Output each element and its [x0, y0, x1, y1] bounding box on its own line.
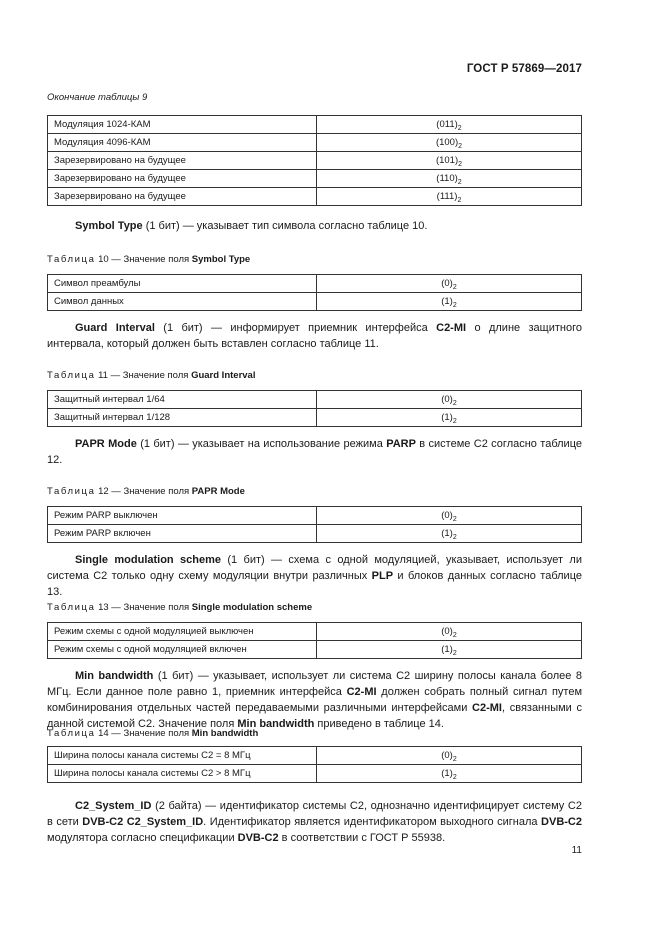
table-12: [47, 506, 582, 543]
table-row: [48, 765, 582, 783]
table-9: [47, 115, 582, 206]
table-10: [47, 274, 582, 311]
table-cell: Режим схемы с одной модуляцией включен: [48, 641, 317, 659]
table-cell: $(101)_2$: [317, 152, 582, 170]
table-cell: Модуляция 4096-КАМ: [48, 134, 317, 152]
table-cell: $(1)_2$: [317, 293, 582, 311]
table-row: [48, 507, 582, 525]
table-row: [48, 293, 582, 311]
table-cell: $(111)_2$: [317, 188, 582, 206]
table-cell: Защитный интервал 1/64: [48, 391, 317, 409]
table-cell: $(100)_2$: [317, 134, 582, 152]
table-cell: $(1)_2$: [317, 525, 582, 543]
table-10-caption: Таблица 10 — Значение поля Symbol Type: [47, 254, 251, 265]
table-cell: Зарезервировано на будущее: [48, 188, 317, 206]
table-row: [48, 525, 582, 543]
table-12-caption: Таблица 12 — Значение поля PAPR Mode: [47, 486, 245, 497]
table-cell: $(0)_2$: [317, 747, 582, 765]
table-14-caption: Таблица 14 — Значение поля Min bandwidth: [47, 728, 259, 739]
document-header: ГОСТ Р 57869—2017: [466, 63, 582, 75]
table-row: [48, 116, 582, 134]
table-cell: Модуляция 1024-КАМ: [48, 116, 317, 134]
table-cell: Режим PARP выключен: [48, 507, 317, 525]
table-cell: Ширина полосы канала системы С2 = 8 МГц: [48, 747, 317, 765]
table-row: [48, 623, 582, 641]
table-cell: $(011)_2$: [317, 116, 582, 134]
paragraph-symbol-type: Symbol Type (1 бит) — указывает тип символа согласно таблице 10.: [75, 220, 428, 232]
table-row: [48, 170, 582, 188]
table-row: [48, 188, 582, 206]
paragraph-guard-interval: Guard Interval (1 бит) — информирует приемник интерфейса C2-MI о длине защитного интервала, который должен быть вставлен согласно таблице 11.: [47, 322, 582, 350]
table-cell: Символ данных: [48, 293, 317, 311]
table-cell: Зарезервировано на будущее: [48, 152, 317, 170]
table-11: [47, 390, 582, 427]
table-cell: $(1)_2$: [317, 765, 582, 783]
paragraph-papr-mode: PAPR Mode (1 бит) — указывает на использование режима PARP в системе С2 согласно таблице 12.: [47, 438, 582, 466]
table-row: [48, 747, 582, 765]
table-cell: $(0)_2$: [317, 391, 582, 409]
table-continuation-note: Окончание таблицы 9: [47, 92, 148, 103]
table-row: [48, 134, 582, 152]
table-cell: Ширина полосы канала системы С2 > 8 МГц: [48, 765, 317, 783]
paragraph-c2-system-id: C2_System_ID (2 байта) — идентификатор системы С2, однозначно идентифицирует систему С2 в сети DVB-C2 C2_System_ID. Идентификатор является идентификатором выходного сигнала DVB-C2 модулятора согласно спецификации DVB-C2 в соответствии с ГОСТ Р 55938.: [47, 800, 582, 844]
table-cell: $(1)_2$: [317, 409, 582, 427]
table-13-caption: Таблица 13 — Значение поля Single modulation scheme: [47, 602, 313, 613]
table-cell: Защитный интервал 1/128: [48, 409, 317, 427]
table-row: [48, 409, 582, 427]
table-cell: Режим схемы с одной модуляцией выключен: [48, 623, 317, 641]
table-row: [48, 641, 582, 659]
table-cell: Символ преамбулы: [48, 275, 317, 293]
table-row: [48, 152, 582, 170]
paragraph-min-bandwidth: Min bandwidth (1 бит) — указывает, использует ли система С2 ширину полосы канала более 8 МГц. Если данное поле равно 1, приемник интерфейса C2-MI должен собрать полный сигнал путем комбинирования отдельных частей передаваемыми различными интерфейсами C2-MI, связанными с данной системой С2. Значение поля Min bandwidth приведено в таблице 14.: [47, 670, 583, 730]
table-cell: Режим PARP включен: [48, 525, 317, 543]
table-cell: $(110)_2$: [317, 170, 582, 188]
table-cell: $(0)_2$: [317, 507, 582, 525]
table-cell: $(0)_2$: [317, 275, 582, 293]
paragraph-single-modulation: Single modulation scheme (1 бит) — схема с одной модуляцией, указывает, использует ли система С2 только одну схему модуляции внутри различных PLP и блоков данных согласно таблице 13.: [47, 554, 582, 598]
table-cell: Зарезервировано на будущее: [48, 170, 317, 188]
table-cell: $(0)_2$: [317, 623, 582, 641]
table-11-caption: Таблица 11 — Значение поля Guard Interval: [47, 370, 256, 381]
table-row: [48, 391, 582, 409]
table-cell: $(1)_2$: [317, 641, 582, 659]
table-14: [47, 746, 582, 783]
table-row: [48, 275, 582, 293]
table-13: [47, 622, 582, 659]
page-number: 11: [571, 845, 582, 856]
